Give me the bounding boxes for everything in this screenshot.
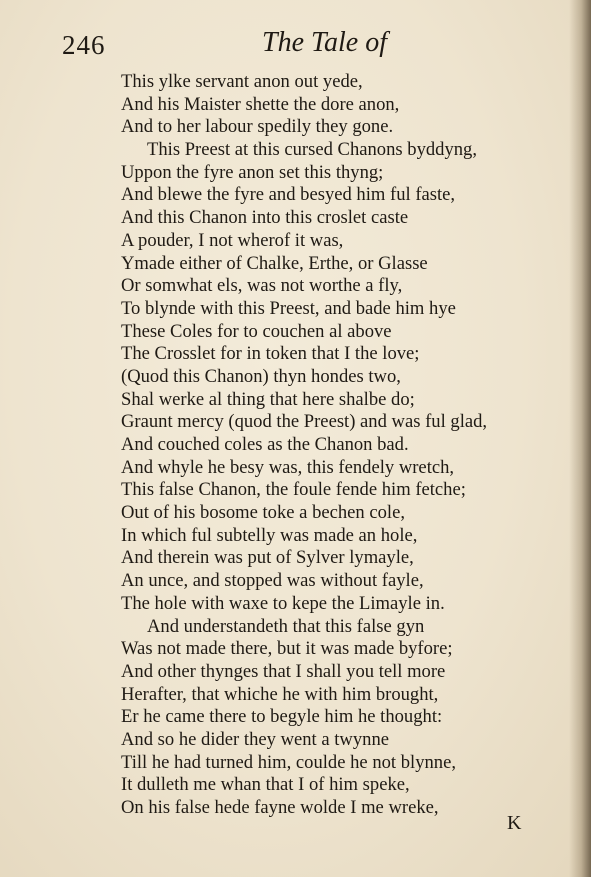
verse-line: Shal werke al thing that here shalbe do; bbox=[121, 388, 415, 410]
verse-line: These Coles for to couchen al above bbox=[121, 320, 392, 342]
verse-line: The hole with waxe to kepe the Limayle in. bbox=[121, 592, 445, 614]
verse-line: This ylke servant anon out yede, bbox=[121, 71, 363, 92]
verse-line: Herafter, that whiche he with him brought, bbox=[121, 683, 439, 705]
running-head: The Tale of bbox=[262, 27, 387, 58]
verse-line: In which ful subtelly was made an hole, bbox=[121, 524, 418, 546]
verse-line: And couched coles as the Chanon bad. bbox=[121, 434, 409, 455]
verse-line: This false Chanon, the foule fende him fetche; bbox=[121, 479, 466, 501]
verse-line: An unce, and stopped was without fayle, bbox=[121, 570, 424, 592]
verse-line: And other thynges that I shall you tell more bbox=[121, 660, 446, 682]
verse-line: Or somwhat els, was not worthe a fly, bbox=[121, 275, 403, 297]
verse-line: Uppon the fyre anon set this thyng; bbox=[121, 161, 384, 183]
verse-line: And therein was put of Sylver lymayle, bbox=[121, 547, 414, 569]
verse-line: And this Chanon into this croslet caste bbox=[121, 207, 409, 229]
verse-line: (Quod this Chanon) thyn hondes two, bbox=[121, 365, 401, 387]
gutter-shadow bbox=[569, 0, 591, 877]
verse-line: And understandeth that this false gyn bbox=[147, 615, 425, 637]
verse-line: And whyle he besy was, this fendely wretch, bbox=[121, 456, 455, 478]
verse-line: It dulleth me whan that I of him speke, bbox=[121, 774, 410, 796]
poem-text bbox=[0, 71, 560, 820]
verse-line: And his Maister shette the dore anon, bbox=[121, 93, 400, 115]
page-number: 246 bbox=[62, 30, 106, 60]
verse-line: On his false hede fayne wolde I me wreke, bbox=[121, 797, 439, 818]
catchword: K bbox=[507, 812, 522, 834]
verse-line: Er he came there to begyle him he thought: bbox=[121, 706, 443, 728]
verse-line: Was not made there, but it was made byfore; bbox=[121, 638, 453, 660]
verse-line: Ymade either of Chalke, Erthe, or Glasse bbox=[121, 252, 428, 274]
verse-line: Out of his bosome toke a bechen cole, bbox=[121, 502, 405, 524]
verse-line: This Preest at this cursed Chanons byddyng, bbox=[147, 139, 478, 161]
verse-line: A pouder, I not wherof it was, bbox=[121, 229, 344, 251]
verse-line: And so he dider they went a twynne bbox=[121, 728, 389, 750]
verse-line: And to her labour spedily they gone. bbox=[121, 116, 394, 138]
verse-line: The Crosslet for in token that I the love; bbox=[121, 343, 420, 365]
verse-line: Till he had turned him, coulde he not blynne, bbox=[121, 751, 456, 773]
verse-line: To blynde with this Preest, and bade him hye bbox=[121, 297, 456, 319]
verse-line: And blewe the fyre and besyed him ful faste, bbox=[121, 184, 456, 206]
verse-line: Graunt mercy (quod the Preest) and was ful glad, bbox=[121, 411, 488, 433]
